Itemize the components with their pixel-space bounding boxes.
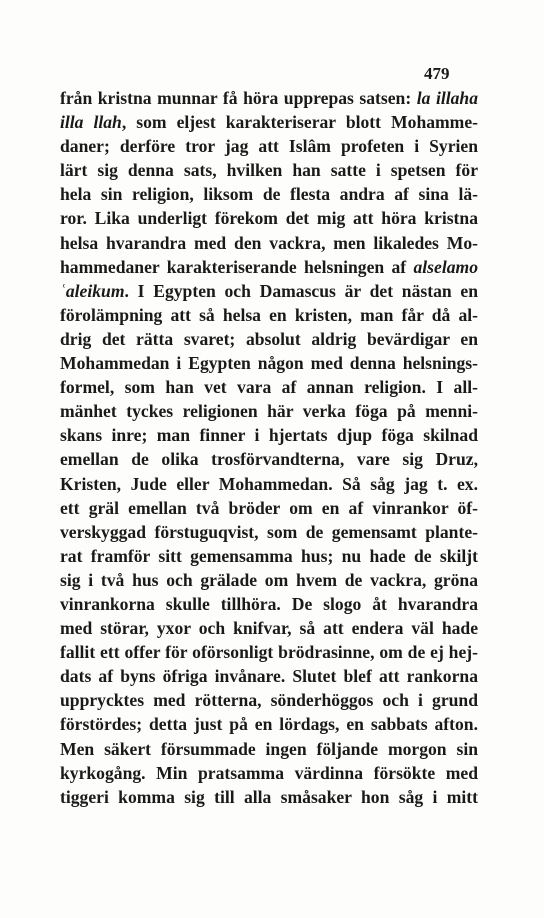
text-line	[60, 423, 478, 447]
page-number: 479	[424, 64, 450, 83]
text-line	[60, 351, 478, 375]
text-line	[60, 279, 478, 303]
text-run: emellan de olika trosförvandterna, vare sig Druz,	[60, 449, 478, 470]
text-run: kyrkogång. Min pratsamma värdinna försökte med	[60, 762, 478, 783]
text-run: förstördes; detta just på en lördags, en sabbats afton.	[60, 714, 478, 735]
text-run: ett gräl emellan två bröder om en af vinrankor öf-	[60, 497, 478, 518]
text-line	[60, 255, 478, 279]
text-line	[60, 520, 478, 544]
text-run: sig i två hus och grälade om hvem de vackra, gröna	[60, 569, 478, 590]
text-line	[60, 182, 478, 206]
text-line	[60, 399, 478, 423]
text-line	[60, 688, 478, 712]
text-run: mänhet tyckes religionen här verka föga på menni-	[60, 401, 478, 422]
text-run: verskyggad förstuguqvist, som de gemensamt plante-	[60, 521, 478, 542]
text-run: med störar, yxor och knifvar, så att endera väl hade	[60, 618, 478, 639]
italic-term: illa llah	[60, 112, 122, 133]
italic-term: la illaha	[416, 88, 478, 108]
text-run: rat framför sitt gemensamma hus; nu hade de skiljt	[60, 545, 478, 566]
italic-term: alselamo	[413, 256, 478, 277]
text-run: . I Egypten och Damascus är det nästan en	[124, 280, 478, 301]
text-run: skans inre; man finner i hjertats djup föga skilnad	[60, 425, 478, 446]
text-run: Men säkert försummade ingen följande morgon sin	[60, 738, 478, 759]
text-run: , som eljest karakteriserar blott Mohamme-	[121, 112, 478, 133]
text-line	[60, 664, 478, 688]
text-run: Mohammedan i Egypten någon med denna helsnings-	[60, 353, 478, 374]
text-line	[60, 568, 478, 592]
text-run: lärt sig denna sats, hvilken han satte i spetsen för	[60, 160, 478, 181]
text-run: Kristen, Jude eller Mohammedan. Så såg jag t. ex.	[60, 473, 478, 494]
text-line	[60, 472, 478, 496]
text-run: hammedaner karakteriserande helsningen af	[60, 256, 414, 277]
text-run: daner; derföre tror jag att Islâm profeten i Syrien	[60, 136, 478, 157]
body-text	[60, 86, 478, 809]
text-line	[60, 375, 478, 399]
text-line	[60, 303, 478, 327]
text-run: förolämpning att så helsa en kristen, man får då al-	[60, 304, 478, 325]
text-line	[60, 86, 478, 110]
text-run: drig det rätta svaret; absolut aldrig bevärdigar en	[60, 328, 478, 349]
text-run: hela sin religion, liksom de flesta andra af sina lä-	[60, 184, 478, 205]
text-line	[60, 327, 478, 351]
text-line	[60, 231, 478, 255]
text-line	[60, 206, 478, 230]
text-run: fallit ett offer för oförsonligt brödrasinne, om de ej hej-	[60, 642, 478, 663]
text-run: formel, som han vet vara af annan religion. I all-	[60, 377, 478, 398]
text-line	[60, 761, 478, 785]
text-run: från kristna munnar få höra upprepas satsen:	[60, 88, 417, 108]
text-run: vinrankorna skulle tillhöra. De slogo åt hvarandra	[60, 593, 478, 614]
text-run: tiggeri komma sig till alla småsaker hon såg i mitt	[60, 786, 478, 807]
text-line	[60, 158, 478, 182]
text-run: helsa hvarandra med den vackra, men likaledes Mo-	[60, 232, 478, 253]
text-line	[60, 737, 478, 761]
text-line	[60, 712, 478, 736]
text-line	[60, 134, 478, 158]
italic-term: ʿaleikum	[60, 280, 125, 301]
text-line	[60, 496, 478, 520]
text-line	[60, 447, 478, 471]
text-line	[60, 110, 478, 134]
text-line	[60, 616, 478, 640]
text-run: upprycktes med rötterna, sönderhöggos och i grund	[60, 690, 478, 711]
text-run: ror. Lika underligt förekom det mig att höra kristna	[60, 208, 478, 229]
text-line	[60, 640, 478, 664]
text-line	[60, 544, 478, 568]
text-line	[60, 785, 478, 809]
text-run: dats af byns öfriga invånare. Slutet blef att rankorna	[60, 666, 478, 687]
text-line	[60, 592, 478, 616]
